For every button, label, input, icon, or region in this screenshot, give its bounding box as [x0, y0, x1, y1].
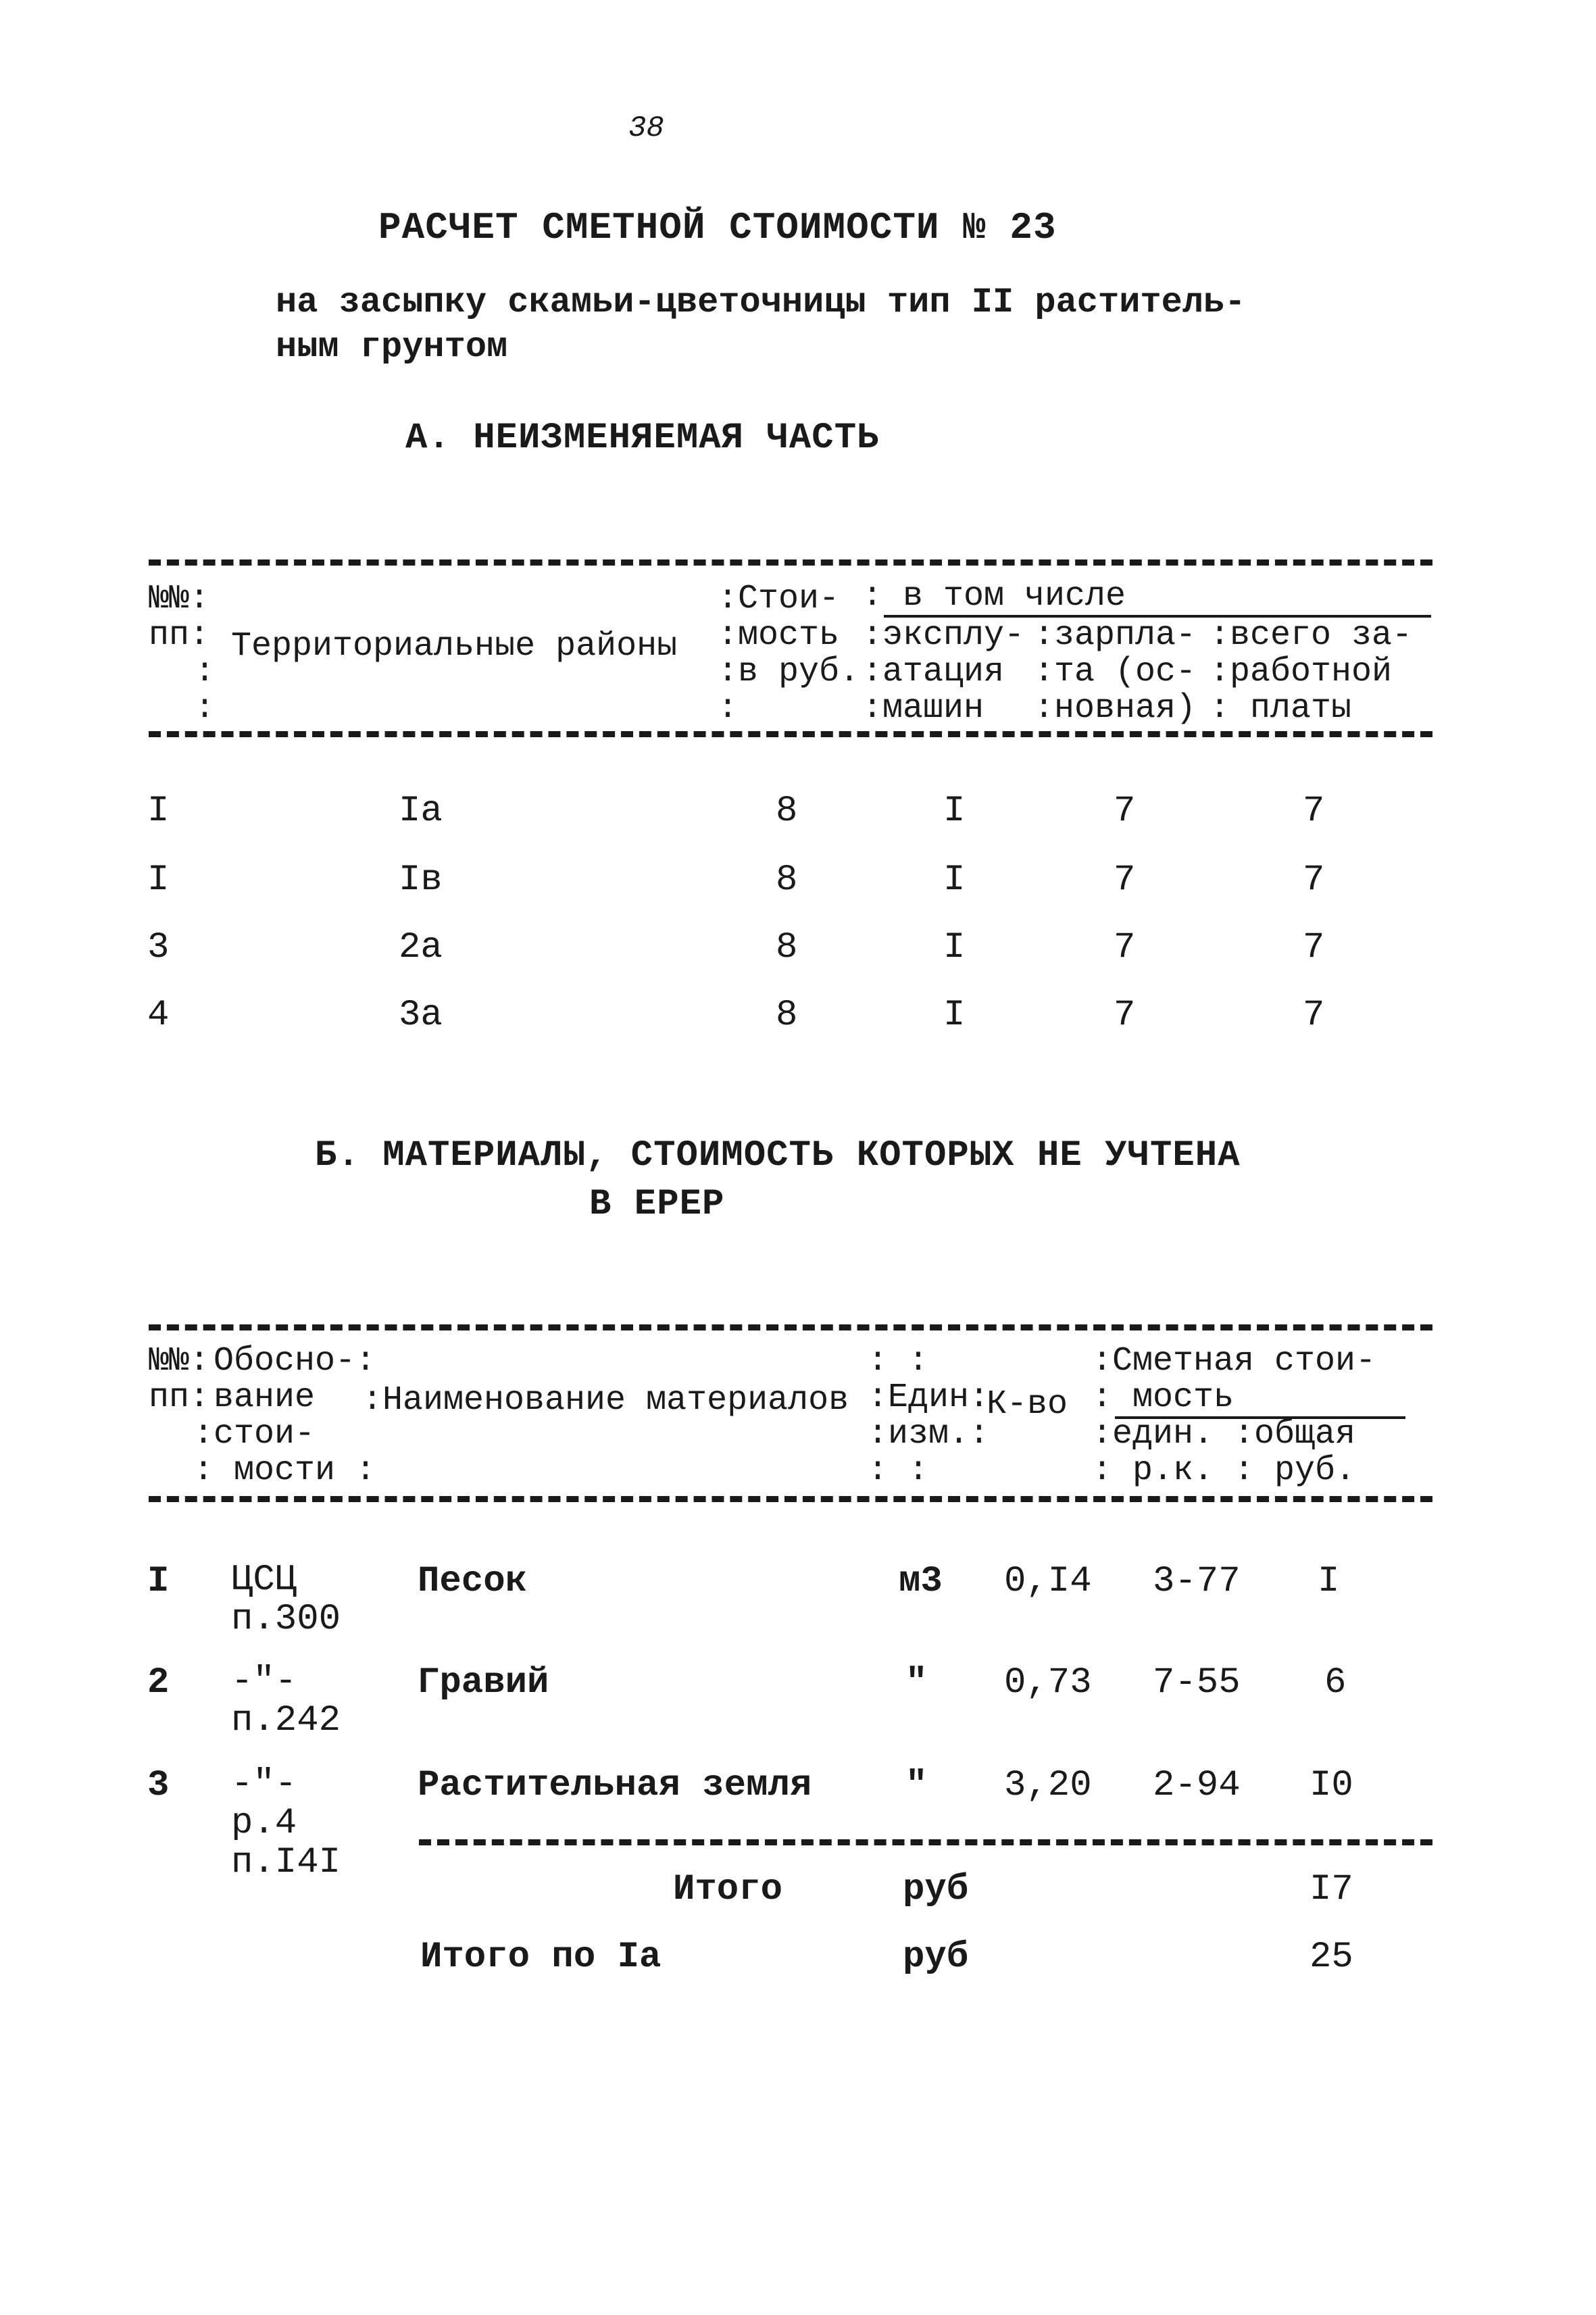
row-exploitation: I — [943, 995, 966, 1036]
row-salary: 7 — [1114, 791, 1136, 832]
section-a-heading: А. НЕИЗМЕНЯЕМАЯ ЧАСТЬ — [405, 418, 880, 459]
section-b-heading-line-1: Б. МАТЕРИАЛЫ, СТОИМОСТЬ КОТОРЫХ НЕ УЧТЕНА — [315, 1135, 1241, 1176]
row-cost: 8 — [776, 927, 798, 968]
row-exploitation: I — [943, 791, 966, 832]
grand-total-value: 25 — [1310, 1937, 1353, 1978]
row-district: 3а — [399, 995, 443, 1036]
row-district: 2а — [399, 927, 443, 968]
table-b-header-quantity: К-во — [987, 1385, 1068, 1424]
row-district: Iв — [399, 860, 443, 901]
table-b-header-cost: :Сметная стои- : мость :един. :общая : р.к. : руб. — [1092, 1342, 1376, 1490]
row-quantity: 3,20 — [1004, 1765, 1092, 1806]
table-b-header-unit: : : :Един: :изм.: : : — [868, 1342, 990, 1490]
table-b-header-underline — [1115, 1416, 1405, 1419]
subtitle-line-2: ным грунтом — [276, 327, 508, 367]
table-a-header-total-salary: :всего за- :работной : платы — [1210, 616, 1413, 728]
table-b-header-num: №№: пп: — [149, 1342, 210, 1417]
table-a-header-rule — [149, 731, 1432, 737]
row-total: I — [1318, 1561, 1340, 1602]
row-unit: м3 — [899, 1561, 943, 1602]
row-num: 2 — [147, 1662, 170, 1703]
row-cost: 8 — [776, 860, 798, 901]
table-a-header-num: №№: пп: : : — [149, 580, 216, 728]
row-unit-price: 7-55 — [1153, 1662, 1241, 1703]
row-basis: ЦСЦ п.300 — [231, 1560, 341, 1640]
row-quantity: 0,I4 — [1004, 1561, 1092, 1602]
row-num: 3 — [147, 1765, 170, 1806]
table-a-header-district: Территориальные районы — [231, 627, 678, 666]
row-material-name: Гравий — [418, 1662, 549, 1703]
subtotal-label: Итого — [673, 1869, 783, 1910]
row-basis: -"- п.242 — [231, 1661, 341, 1741]
row-total-salary: 7 — [1303, 927, 1325, 968]
row-unit-price: 3-77 — [1153, 1561, 1241, 1602]
row-num: 4 — [147, 995, 170, 1036]
table-a-top-rule — [149, 559, 1432, 566]
document-subtitle — [276, 280, 1245, 370]
table-b-top-rule — [149, 1324, 1432, 1330]
row-basis: -"- р.4 п.I4I — [231, 1764, 341, 1883]
table-b-header-basis: Обосно-: вание :стои- : мости : — [193, 1342, 376, 1490]
row-unit: " — [905, 1765, 928, 1806]
row-total: 6 — [1324, 1662, 1347, 1703]
table-b-header-rule — [149, 1496, 1432, 1502]
table-a-header-including: : в том числе — [862, 577, 1126, 616]
row-unit-price: 2-94 — [1153, 1765, 1241, 1806]
subtotal-value: I7 — [1310, 1869, 1353, 1910]
row-quantity: 0,73 — [1004, 1662, 1092, 1703]
row-num: I — [147, 791, 170, 832]
row-unit: " — [905, 1662, 928, 1703]
row-salary: 7 — [1114, 860, 1136, 901]
page-number: 38 — [628, 111, 664, 145]
row-total-salary: 7 — [1303, 995, 1325, 1036]
table-a-header-cost: :Стои- :мость :в руб. : — [718, 580, 860, 728]
grand-total-unit: руб — [903, 1937, 969, 1978]
section-b-heading-line-2: В ЕРЕР — [589, 1184, 725, 1225]
table-b-header-name: :Наименование материалов — [362, 1381, 849, 1420]
document-title: РАСЧЕТ СМЕТНОЙ СТОИМОСТИ № 23 — [378, 206, 1057, 249]
subtotal-unit: руб — [903, 1869, 969, 1910]
row-total: I0 — [1310, 1765, 1353, 1806]
row-cost: 8 — [776, 791, 798, 832]
row-material-name: Песок — [418, 1561, 528, 1602]
row-total-salary: 7 — [1303, 791, 1325, 832]
row-cost: 8 — [776, 995, 798, 1036]
row-num: I — [147, 1561, 170, 1602]
row-salary: 7 — [1114, 995, 1136, 1036]
table-a-header-salary: :зарпла- :та (ос- :новная) — [1034, 616, 1197, 728]
grand-total-label: Итого по Iа — [420, 1937, 662, 1978]
row-total-salary: 7 — [1303, 860, 1325, 901]
row-num: I — [147, 860, 170, 901]
row-material-name: Растительная земля — [418, 1765, 812, 1806]
row-exploitation: I — [943, 927, 966, 968]
table-b-total-rule — [419, 1839, 1432, 1845]
row-num: 3 — [147, 927, 170, 968]
table-a-header-exploitation: :эксплу- :атация :машин — [862, 616, 1025, 728]
row-district: Iа — [399, 791, 443, 832]
row-exploitation: I — [943, 860, 966, 901]
subtitle-line-1: на засыпку скамьи-цветочницы тип II раститель- — [276, 282, 1246, 322]
row-salary: 7 — [1114, 927, 1136, 968]
